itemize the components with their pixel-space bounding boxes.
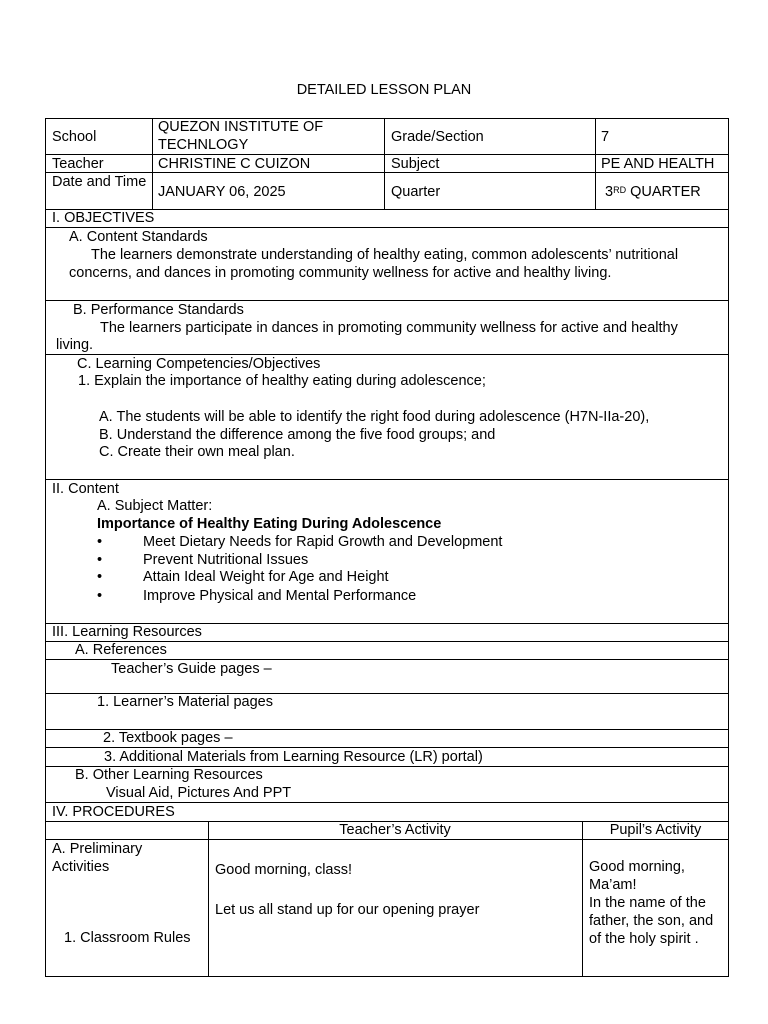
teacher-value: CHRISTINE C CUIZON xyxy=(158,156,311,172)
pupil-greeting: Good morning, Ma’am! xyxy=(589,859,685,893)
grade-label: Grade/Section xyxy=(391,129,484,145)
competency-1: 1. Explain the importance of healthy eating during adolescence; xyxy=(78,373,486,389)
learners-material: 1. Learner’s Material pages xyxy=(97,694,273,710)
school-label: School xyxy=(52,129,97,145)
quarter-label: Quarter xyxy=(391,184,441,200)
references-heading: A. References xyxy=(75,642,167,658)
performance-line-2: living. xyxy=(56,337,94,353)
performance-line-1: The learners participate in dances in promoting community wellness for active and healthy xyxy=(100,320,678,336)
grade-value: 7 xyxy=(601,129,610,145)
subject-value: PE AND HEALTH xyxy=(601,156,715,172)
teacher-label: Teacher xyxy=(52,156,104,172)
competencies-heading: C. Learning Competencies/Objectives xyxy=(77,356,321,372)
classroom-rules-label: 1. Classroom Rules xyxy=(64,930,191,946)
preliminary-activities-label: A. Preliminary Activities xyxy=(52,841,143,875)
procedures-heading: IV. PROCEDURES xyxy=(52,804,175,820)
subject-matter-label: A. Subject Matter: xyxy=(97,498,213,514)
other-resources-value: Visual Aid, Pictures And PPT xyxy=(106,785,292,801)
bullet-item: Prevent Nutritional Issues xyxy=(143,552,309,568)
subject-matter-title: Importance of Healthy Eating During Adolescence xyxy=(97,516,442,532)
resources-heading: III. Learning Resources xyxy=(52,624,202,640)
additional-materials: 3. Additional Materials from Learning Resource (LR) portal) xyxy=(104,749,483,765)
teacher-prayer: Let us all stand up for our opening prayer xyxy=(215,902,480,918)
objective-c: C. Create their own meal plan. xyxy=(99,444,295,460)
other-resources-heading: B. Other Learning Resources xyxy=(75,767,263,783)
bullet-icon: • xyxy=(97,569,103,585)
content-standards-text: The learners demonstrate understanding of healthy eating, common adolescents’ nutritional concerns, and dances in promoting community wellness for active and healthy living. xyxy=(69,247,679,281)
subject-label: Subject xyxy=(391,156,440,172)
date-label: Date and Time xyxy=(52,174,147,190)
teacher-greeting: Good morning, class! xyxy=(215,862,353,878)
document-title: DETAILED LESSON PLAN xyxy=(296,82,472,98)
quarter-value: 3RD QUARTER xyxy=(605,184,701,200)
bullet-icon: • xyxy=(97,534,103,550)
bullet-item: Attain Ideal Weight for Age and Height xyxy=(143,569,389,585)
school-value: QUEZON INSTITUTE OF TECHNLOGY xyxy=(158,119,324,153)
bullet-icon: • xyxy=(97,552,103,568)
performance-heading: B. Performance Standards xyxy=(73,302,244,318)
content-heading: II. Content xyxy=(52,481,119,497)
objectives-heading: I. OBJECTIVES xyxy=(52,210,155,226)
objective-b: B. Understand the difference among the five food groups; and xyxy=(99,427,496,443)
bullet-item: Meet Dietary Needs for Rapid Growth and Development xyxy=(143,534,503,550)
pupil-prayer: In the name of the father, the son, and of the holy spirit . xyxy=(589,895,714,947)
bullet-item: Improve Physical and Mental Performance xyxy=(143,588,417,604)
teachers-guide: Teacher’s Guide pages – xyxy=(111,661,272,677)
bullet-icon: • xyxy=(97,588,103,604)
objective-a: A. The students will be able to identify the right food during adolescence (H7N-IIa-20), xyxy=(99,409,650,425)
teacher-activity-header: Teacher’s Activity xyxy=(339,822,451,838)
pupil-activity-header: Pupil’s Activity xyxy=(609,822,702,838)
date-value: JANUARY 06, 2025 xyxy=(158,184,286,200)
content-standards-heading: A. Content Standards xyxy=(69,229,208,245)
textbook-pages: 2. Textbook pages – xyxy=(103,730,233,746)
